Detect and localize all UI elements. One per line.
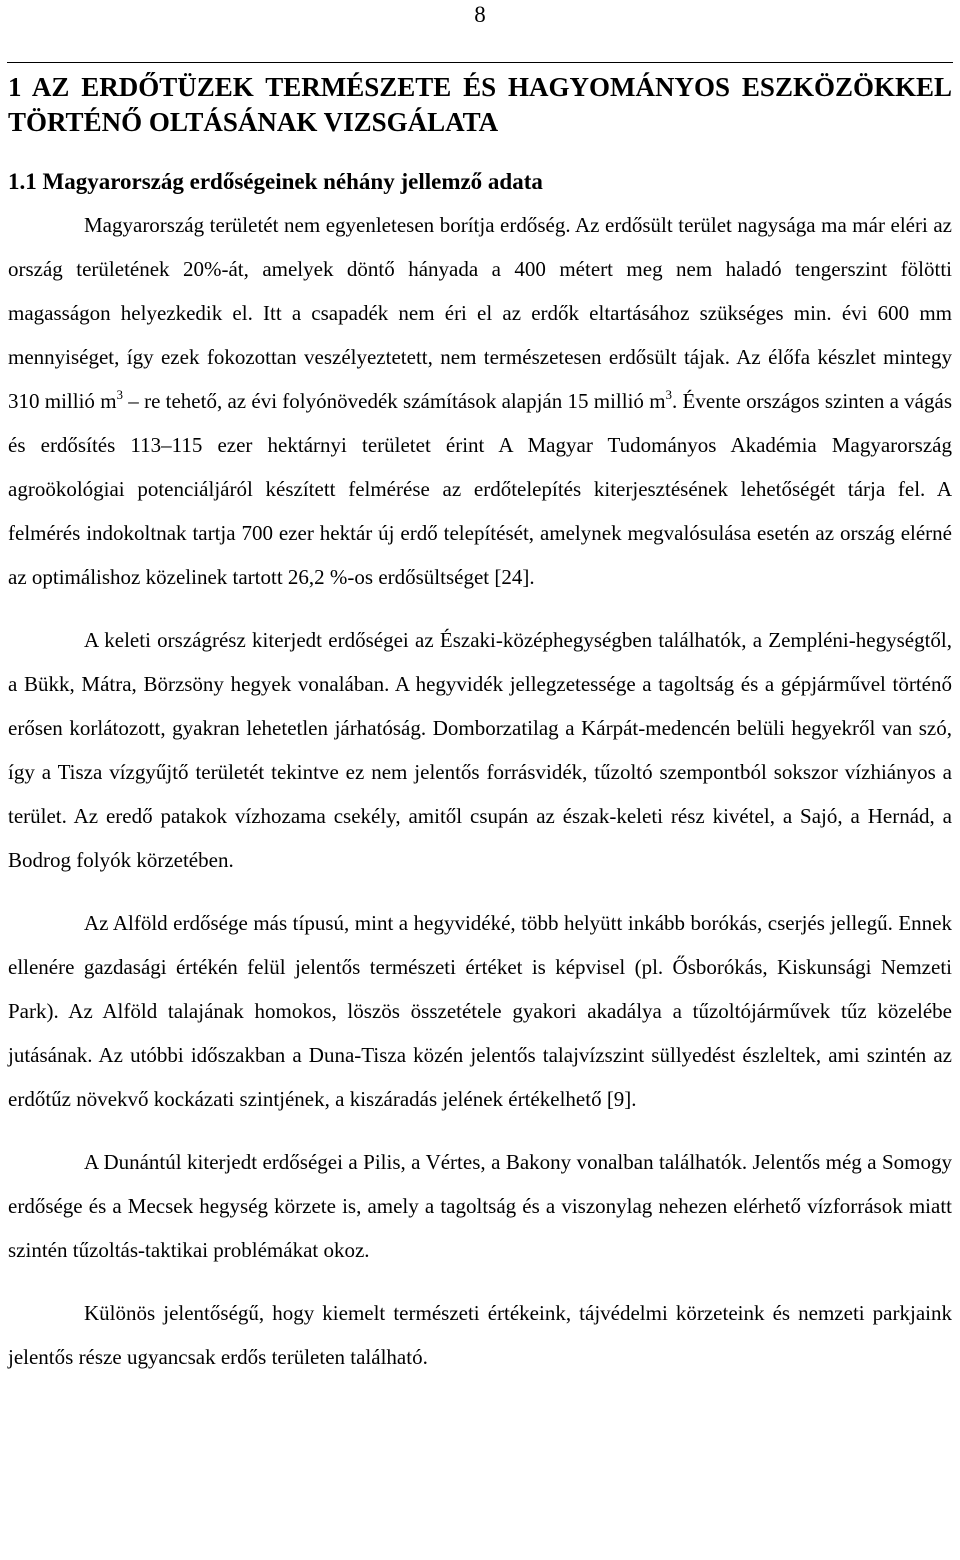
section-heading: 1.1 Magyarország erdőségeinek néhány jellemző adata xyxy=(8,169,543,194)
paragraph-text: . Évente országos szinten a vágás és erdősítés 113–115 ezer hektárnyi területet érint A Magyar Tudományos Akadémia Magyarország agroökológiai potenciáljáról készített felmérése az erdőtelepítés kiterjesztésének lehetőségét tárja fel. A felmérés indokoltnak tartja 700 ezer hektár új erdő telepítését, amelynek megvalósulása esetén az ország elérné az optimálishoz közelinek tartott 26,2 %-os erdősültséget [24]. xyxy=(8,389,952,589)
superscript-cubic: 3 xyxy=(116,387,124,402)
body-text xyxy=(8,203,952,1379)
paragraph-forest-coverage xyxy=(8,203,952,599)
paragraph-transdanubia: A Dunántúl kiterjedt erdőségei a Pilis, a Vértes, a Bakony vonalban találhatók. Jelentős még a Somogy erdősége és a Mecsek hegység körzete is, amely a tagoltság és a viszonylag nehezen elérhető vízforrások miatt szintén tűzoltás-taktikai problémákat okoz. xyxy=(8,1150,952,1262)
header-rule xyxy=(7,62,953,63)
paragraph-text: Magyarország területét nem egyenletesen borítja erdőség. Az erdősült terület nagysága ma már eléri az ország területének 20%-át, amelyek döntő hányada a 400 métert meg nem haladó tengerszint fölötti magasságon helyezkedik el. Itt a csapadék nem éri el az erdők eltartásához szükséges min. évi 600 mm mennyiséget, így ezek fokozottan veszélyeztetett, nem természetesen erdősült tájak. Az élőfa készlet mintegy 310 millió m xyxy=(8,213,952,413)
chapter-heading: 1 AZ ERDŐTÜZEK TERMÉSZETE ÉS HAGYOMÁNYOS ESZKÖZÖKKEL TÖRTÉNŐ OLTÁSÁNAK VIZSGÁLATA xyxy=(8,72,952,137)
page-number: 8 xyxy=(474,2,486,27)
paragraph-great-plain: Az Alföld erdősége más típusú, mint a hegyvidéké, több helyütt inkább borókás, cserjés jellegű. Ennek ellenére gazdasági értékén felül jelentős természeti értéket is képvisel (pl. Ősborókás, Kiskunsági Nemzeti Park). Az Alföld talajának homokos, löszös összetétele gyakori akadálya a tűzoltójárművek tűz közelébe jutásának. Az utóbbi időszakban a Duna-Tisza közén jelentős talajvízszint süllyedést észleltek, ami szintén az erdőtűz növekvő kockázati szintjének, a kiszáradás jelének értékelhető [9]. xyxy=(8,911,952,1111)
superscript-cubic: 3 xyxy=(665,387,673,402)
paragraph-eastern-region: A keleti országrész kiterjedt erdőségei az Északi-középhegységben találhatók, a Zempléni-hegységtől, a Bükk, Mátra, Börzsöny hegyek vonalában. A hegyvidék jellegzetessége a tagoltság és a gépjárművel történő erősen korlátozott, gyakran lehetetlen járhatóság. Domborzatilag a Kárpát-medencén belüli hegyekről van szó, így a Tisza vízgyűjtő területét tekintve ez nem jelentős forrásvidék, tűzoltó szempontból sokszor vízhiányos a terület. Az eredő patakok vízhozama csekély, amitől csupán az észak-keleti rész kivétel, a Sajó, a Hernád, a Bodrog folyók körzetében. xyxy=(8,628,952,872)
paragraph-text: – re tehető, az évi folyónövedék számítások alapján 15 millió m xyxy=(123,389,666,413)
page-content xyxy=(8,70,952,1398)
paragraph-protected-areas: Különös jelentőségű, hogy kiemelt természeti értékeink, tájvédelmi körzeteink és nemzeti parkjaink jelentős része ugyancsak erdős területen található. xyxy=(8,1301,952,1369)
